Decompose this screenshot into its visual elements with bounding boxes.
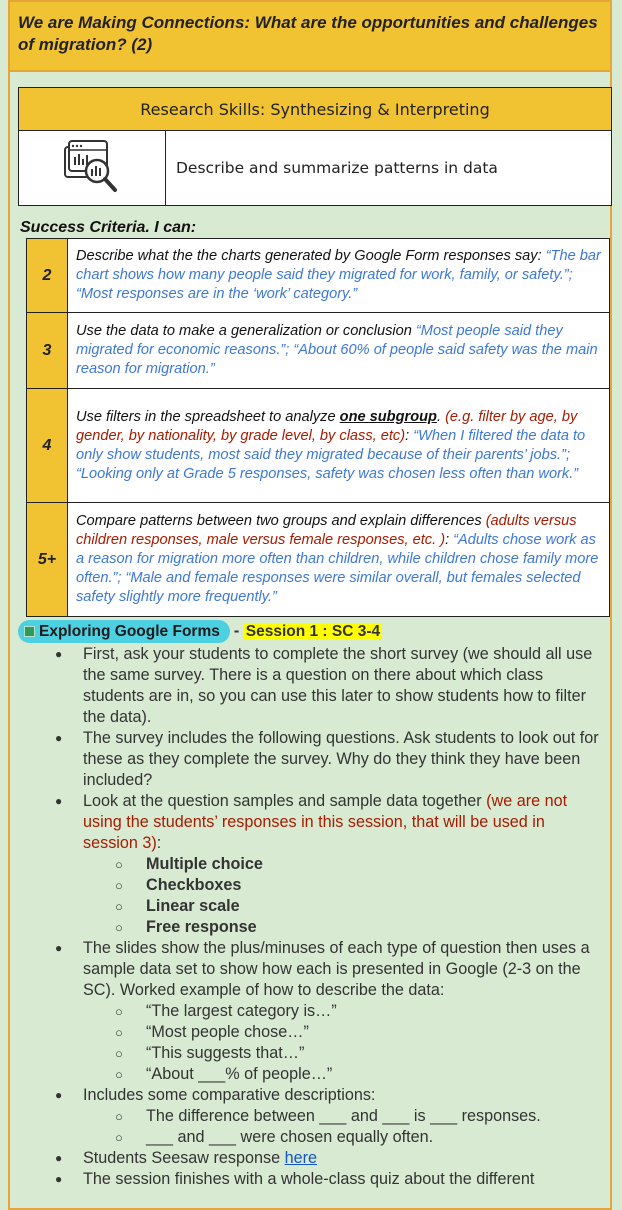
criteria-example: “When I filtered the data to only show students, most said they migrated because of their parents’ jobs.”; “Looking only at Grade 5 responses, safety was chosen less often than work.” <box>76 427 586 482</box>
slides-text: The slides show the plus/minuses of each type of question then uses a sample data set to show how each is presented in Google (2-3 on the SC). Worked example of how to describe the data: <box>83 939 590 999</box>
criteria-note: (adults versus children responses, male versus female responses, etc. ) <box>76 513 577 548</box>
criteria-description: Use filters in the spreadsheet to analyze <box>76 408 340 425</box>
list-item: ● First, ask your students to complete the short survey (we should all use the same survey. There is a question on there about which class students are in, so you can use this later to show students how to filter the data). <box>0 644 622 728</box>
session-bullet-list <box>0 644 622 1190</box>
list-item: ○ Linear scale <box>83 896 602 917</box>
list-item: ● The survey includes the following questions. Ask students to look out for these as they complete the survey. Why do they think they have been included? <box>0 728 622 791</box>
lesson-title: We are Making Connections: What are the opportunities and challenges of migration? (2) <box>8 0 612 72</box>
worked-examples-list <box>83 1001 602 1085</box>
samples-text: Look at the question samples and sample data together <box>83 792 487 810</box>
list-item <box>0 1085 622 1148</box>
list-item: ○ ___ and ___ were chosen equally often. <box>83 1127 602 1148</box>
chip-label: Exploring Google Forms <box>39 623 220 640</box>
session-heading <box>18 620 622 644</box>
criteria-level: 3 <box>27 313 68 389</box>
criteria-colon: : <box>445 532 454 548</box>
criteria-emphasis: one subgroup <box>339 408 437 425</box>
list-item: ○ “About ___% of people…” <box>83 1064 602 1085</box>
criteria-description: Compare patterns between two groups and explain differences <box>76 513 486 529</box>
list-item: ○ “Most people chose…” <box>83 1022 602 1043</box>
criteria-row <box>27 313 610 389</box>
research-skills-description: Describe and summarize patterns in data <box>166 131 612 206</box>
samples-note: (we are not using the students’ responses in this session, that will be used in session 3) <box>83 792 568 852</box>
criteria-row <box>27 389 610 503</box>
data-analysis-magnifier-icon <box>61 137 123 195</box>
seesaw-link[interactable]: here <box>284 1149 317 1167</box>
research-skills-header: Research Skills: Synthesizing & Interpreting <box>19 88 612 131</box>
criteria-note: (e.g. filter by age, by gender, by nationality, by grade level, by class, etc) <box>76 408 578 444</box>
list-item: ○ “The largest category is…” <box>83 1001 602 1022</box>
criteria-text <box>68 239 610 313</box>
list-item: ○ Checkboxes <box>83 875 602 896</box>
list-item: ○ The difference between ___ and ___ is ___ responses. <box>83 1106 602 1127</box>
criteria-example: “Most people said they migrated for economic reasons.”; “About 60% of people said safety was the main reason for migration.” <box>76 323 598 377</box>
criteria-row <box>27 239 610 313</box>
google-forms-icon <box>24 626 35 637</box>
criteria-text <box>68 389 610 503</box>
comparatives-list <box>83 1106 602 1148</box>
list-item: ○ Multiple choice <box>83 854 602 875</box>
criteria-description: Describe what the the charts generated by Google Form responses say: <box>76 248 546 264</box>
criteria-colon: : <box>405 427 414 444</box>
session-section <box>0 620 622 1190</box>
samples-colon: : <box>156 834 162 852</box>
research-skills-icon-cell <box>19 131 166 206</box>
criteria-level: 5+ <box>27 503 68 617</box>
criteria-punctuation: . <box>436 408 446 425</box>
comparative-text: Includes some comparative descriptions: <box>83 1086 376 1104</box>
criteria-row <box>27 503 610 617</box>
criteria-text <box>68 503 610 617</box>
criteria-description: Use the data to make a generalization or conclusion <box>76 323 416 339</box>
criteria-text <box>68 313 610 389</box>
list-item: ○ “This suggests that…” <box>83 1043 602 1064</box>
success-criteria-heading: Success Criteria. I can: <box>20 219 197 236</box>
session-code: Session 1 : SC 3-4 <box>245 623 381 640</box>
research-skills-table <box>18 87 612 206</box>
list-item: ○ Free response <box>83 917 602 938</box>
criteria-level: 4 <box>27 389 68 503</box>
list-item <box>0 791 622 938</box>
success-criteria-table <box>26 238 610 617</box>
criteria-example: “Adults chose work as a reason for migration more often than children, while children chose family more often.”; “Male and female responses were similar overall, but females selected safety slightly more frequently.” <box>76 532 599 605</box>
exploring-google-forms-chip[interactable] <box>18 620 230 643</box>
list-item <box>0 938 622 1085</box>
criteria-example: “The bar chart shows how many people said they migrated for work, family, or safety.”; “Most responses are in the ‘work’ category.” <box>76 248 601 302</box>
seesaw-text: Students Seesaw response <box>83 1149 285 1167</box>
question-types-list <box>83 854 602 938</box>
list-item: ● The session finishes with a whole-class quiz about the different <box>0 1169 622 1190</box>
heading-dash: - <box>233 622 240 640</box>
criteria-level: 2 <box>27 239 68 313</box>
list-item <box>0 1148 622 1169</box>
